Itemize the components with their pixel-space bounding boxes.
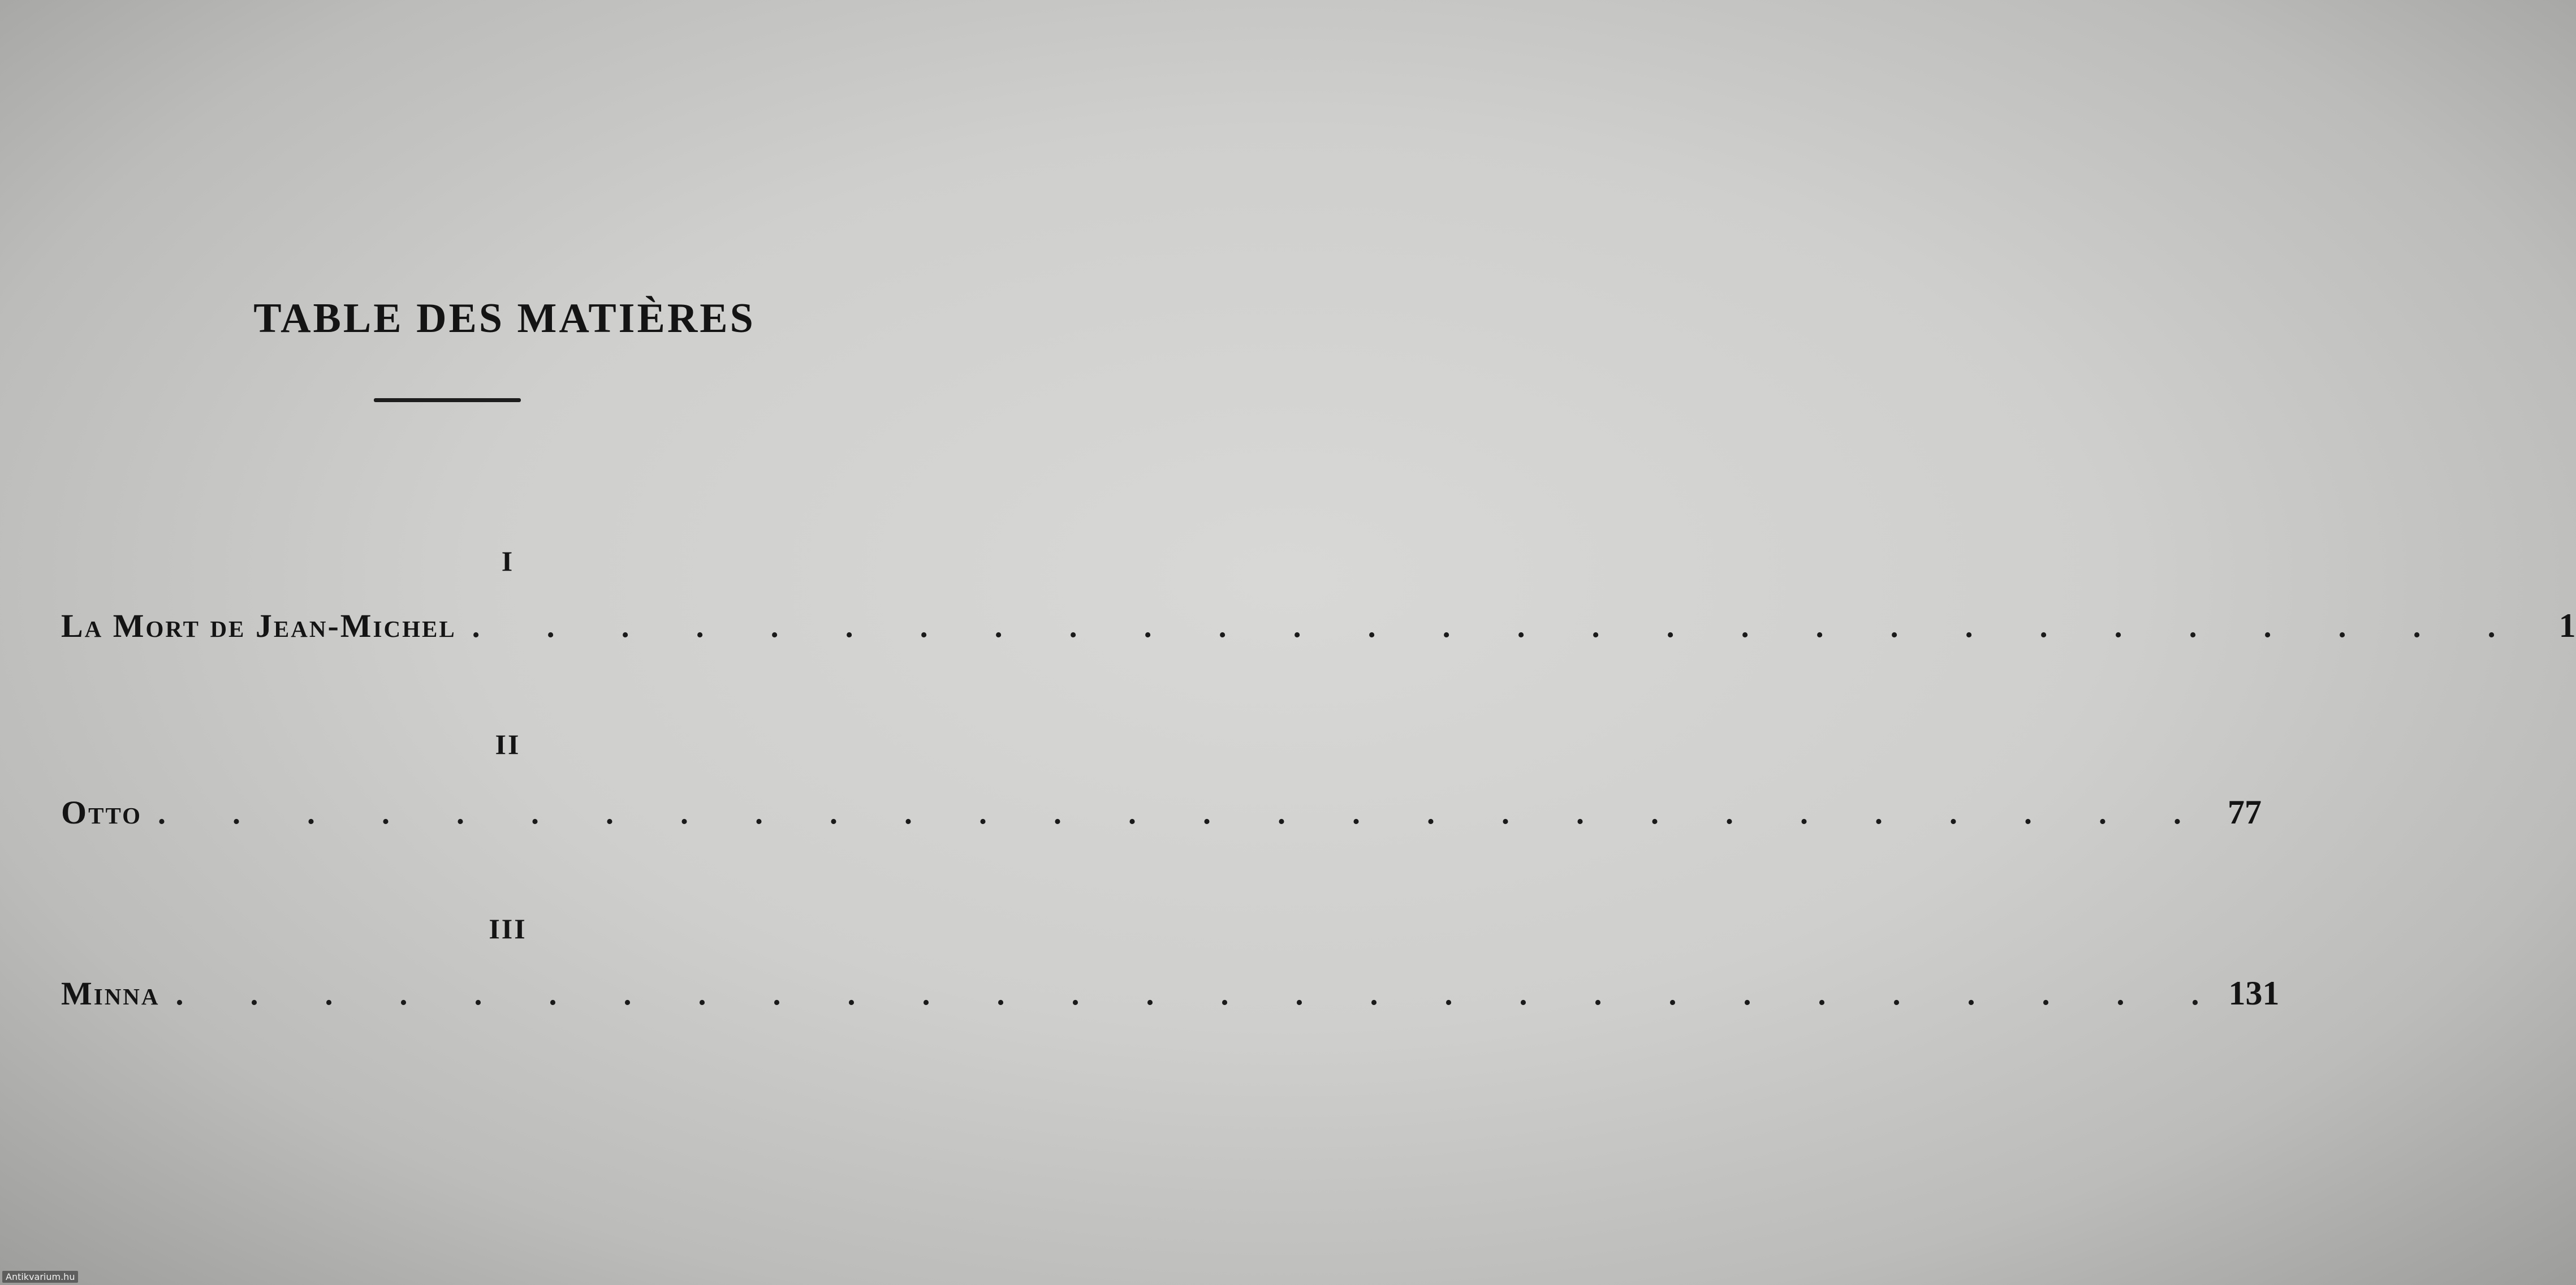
dot-leader: . . . . . . . . . . . . . . . . . . . . . . . . . . . . [157, 796, 2211, 831]
toc-entry-page: 77 [2227, 794, 2262, 831]
title-rule [374, 398, 521, 402]
watermark: Antikvarium.hu [2, 1271, 78, 1283]
dot-leader: . . . . . . . . . . . . . . . . . . . . . . . . . . . . [175, 977, 2229, 1012]
toc-entry-1[interactable] [61, 606, 2576, 652]
toc-entry-title: Minna [61, 975, 160, 1012]
toc-entry-page: 131 [2228, 974, 2280, 1012]
dot-leader: . . . . . . . . . . . . . . . . . . . . . . . . . . . . [472, 609, 2525, 644]
section-numeral-3: III [489, 913, 527, 945]
toc-entry-title: Otto [61, 794, 142, 831]
section-numeral-1: I [501, 545, 515, 577]
section-numeral-2: II [495, 728, 521, 760]
toc-entry-title: La Mort de Jean-Michel [61, 607, 456, 644]
toc-entry-page: 1 [2558, 607, 2576, 644]
toc-entry-2[interactable] [61, 793, 2262, 838]
toc-entry-3[interactable] [61, 974, 2280, 1019]
page-title: TABLE DES MATIÈRES [253, 295, 756, 342]
